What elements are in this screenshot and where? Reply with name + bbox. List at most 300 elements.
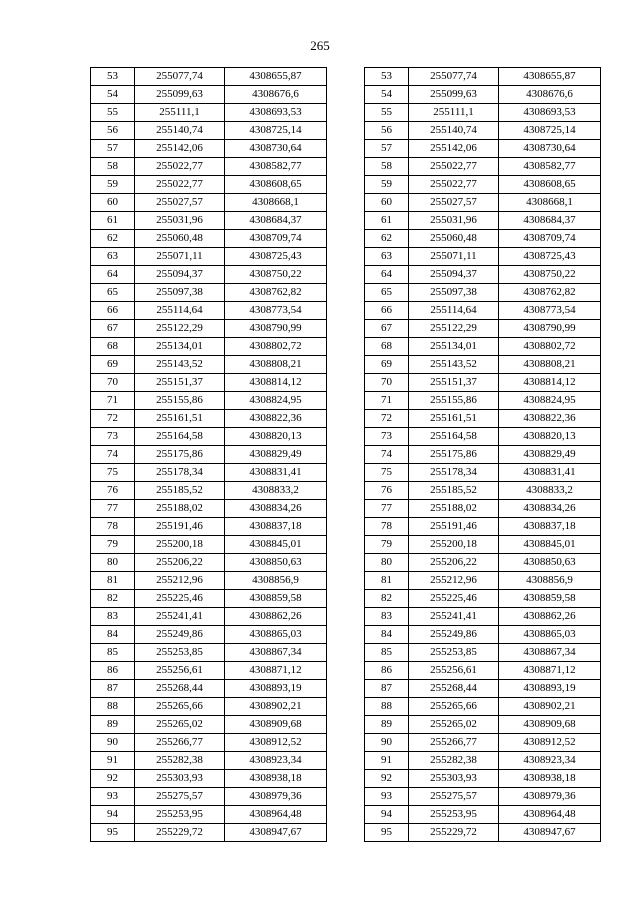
y-coordinate-cell: 4308709,74 <box>499 230 601 248</box>
y-coordinate-cell: 4308725,43 <box>225 248 327 266</box>
x-coordinate-cell: 255161,51 <box>135 410 225 428</box>
x-coordinate-cell: 255275,57 <box>135 788 225 806</box>
table-row <box>91 752 327 770</box>
table-row <box>91 680 327 698</box>
y-coordinate-cell: 4308790,99 <box>225 320 327 338</box>
point-number-cell: 71 <box>91 392 135 410</box>
y-coordinate-cell: 4308655,87 <box>225 68 327 86</box>
y-coordinate-cell: 4308822,36 <box>225 410 327 428</box>
table-row <box>91 104 327 122</box>
point-number-cell: 56 <box>365 122 409 140</box>
coordinates-table-right <box>364 67 601 842</box>
x-coordinate-cell: 255275,57 <box>409 788 499 806</box>
y-coordinate-cell: 4308829,49 <box>499 446 601 464</box>
y-coordinate-cell: 4308668,1 <box>225 194 327 212</box>
y-coordinate-cell: 4308893,19 <box>499 680 601 698</box>
point-number-cell: 62 <box>91 230 135 248</box>
table-row <box>365 536 601 554</box>
x-coordinate-cell: 255188,02 <box>409 500 499 518</box>
x-coordinate-cell: 255077,74 <box>135 68 225 86</box>
x-coordinate-cell: 255031,96 <box>409 212 499 230</box>
y-coordinate-cell: 4308582,77 <box>499 158 601 176</box>
table-row <box>91 698 327 716</box>
y-coordinate-cell: 4308923,34 <box>499 752 601 770</box>
point-number-cell: 83 <box>365 608 409 626</box>
y-coordinate-cell: 4308859,58 <box>499 590 601 608</box>
table-row <box>91 806 327 824</box>
x-coordinate-cell: 255140,74 <box>135 122 225 140</box>
point-number-cell: 72 <box>91 410 135 428</box>
x-coordinate-cell: 255071,11 <box>135 248 225 266</box>
y-coordinate-cell: 4308871,12 <box>225 662 327 680</box>
x-coordinate-cell: 255303,93 <box>409 770 499 788</box>
point-number-cell: 85 <box>365 644 409 662</box>
table-row <box>365 68 601 86</box>
x-coordinate-cell: 255256,61 <box>135 662 225 680</box>
x-coordinate-cell: 255094,37 <box>135 266 225 284</box>
y-coordinate-cell: 4308709,74 <box>225 230 327 248</box>
point-number-cell: 81 <box>91 572 135 590</box>
y-coordinate-cell: 4308856,9 <box>499 572 601 590</box>
table-row <box>365 338 601 356</box>
point-number-cell: 64 <box>91 266 135 284</box>
x-coordinate-cell: 255200,18 <box>135 536 225 554</box>
x-coordinate-cell: 255229,72 <box>409 824 499 842</box>
point-number-cell: 79 <box>91 536 135 554</box>
table-row <box>91 824 327 842</box>
y-coordinate-cell: 4308845,01 <box>499 536 601 554</box>
y-coordinate-cell: 4308831,41 <box>225 464 327 482</box>
point-number-cell: 94 <box>365 806 409 824</box>
table-row <box>365 302 601 320</box>
x-coordinate-cell: 255142,06 <box>409 140 499 158</box>
point-number-cell: 91 <box>91 752 135 770</box>
point-number-cell: 84 <box>91 626 135 644</box>
table-row <box>91 320 327 338</box>
x-coordinate-cell: 255122,29 <box>409 320 499 338</box>
y-coordinate-cell: 4308909,68 <box>499 716 601 734</box>
x-coordinate-cell: 255111,1 <box>409 104 499 122</box>
table-row <box>91 68 327 86</box>
y-coordinate-cell: 4308822,36 <box>499 410 601 428</box>
x-coordinate-cell: 255191,46 <box>409 518 499 536</box>
y-coordinate-cell: 4308964,48 <box>499 806 601 824</box>
point-number-cell: 53 <box>91 68 135 86</box>
y-coordinate-cell: 4308808,21 <box>225 356 327 374</box>
y-coordinate-cell: 4308837,18 <box>499 518 601 536</box>
point-number-cell: 81 <box>365 572 409 590</box>
x-coordinate-cell: 255185,52 <box>135 482 225 500</box>
x-coordinate-cell: 255155,86 <box>135 392 225 410</box>
x-coordinate-cell: 255265,02 <box>135 716 225 734</box>
y-coordinate-cell: 4308856,9 <box>225 572 327 590</box>
page-number: 265 <box>310 38 330 53</box>
table-row <box>91 734 327 752</box>
table-row <box>365 158 601 176</box>
y-coordinate-cell: 4308909,68 <box>225 716 327 734</box>
x-coordinate-cell: 255114,64 <box>135 302 225 320</box>
y-coordinate-cell: 4308979,36 <box>499 788 601 806</box>
table-row <box>365 716 601 734</box>
table-row <box>91 410 327 428</box>
x-coordinate-cell: 255191,46 <box>135 518 225 536</box>
y-coordinate-cell: 4308824,95 <box>225 392 327 410</box>
point-number-cell: 54 <box>365 86 409 104</box>
table-row <box>91 716 327 734</box>
y-coordinate-cell: 4308833,2 <box>499 482 601 500</box>
table-row <box>365 140 601 158</box>
x-coordinate-cell: 255212,96 <box>409 572 499 590</box>
x-coordinate-cell: 255266,77 <box>409 734 499 752</box>
point-number-cell: 82 <box>365 590 409 608</box>
x-coordinate-cell: 255253,95 <box>135 806 225 824</box>
x-coordinate-cell: 255282,38 <box>135 752 225 770</box>
point-number-cell: 80 <box>365 554 409 572</box>
table-row <box>365 500 601 518</box>
table-row <box>365 680 601 698</box>
y-coordinate-cell: 4308871,12 <box>499 662 601 680</box>
table-row <box>365 626 601 644</box>
point-number-cell: 76 <box>91 482 135 500</box>
y-coordinate-cell: 4308773,54 <box>499 302 601 320</box>
x-coordinate-cell: 255143,52 <box>409 356 499 374</box>
y-coordinate-cell: 4308831,41 <box>499 464 601 482</box>
table-row <box>91 338 327 356</box>
point-number-cell: 76 <box>365 482 409 500</box>
x-coordinate-cell: 255140,74 <box>409 122 499 140</box>
x-coordinate-cell: 255022,77 <box>409 176 499 194</box>
point-number-cell: 67 <box>365 320 409 338</box>
point-number-cell: 75 <box>365 464 409 482</box>
point-number-cell: 60 <box>91 194 135 212</box>
x-coordinate-cell: 255022,77 <box>135 176 225 194</box>
table-row <box>91 140 327 158</box>
y-coordinate-cell: 4308912,52 <box>499 734 601 752</box>
point-number-cell: 61 <box>91 212 135 230</box>
table-row <box>91 122 327 140</box>
y-coordinate-cell: 4308850,63 <box>499 554 601 572</box>
x-coordinate-cell: 255151,37 <box>409 374 499 392</box>
y-coordinate-cell: 4308750,22 <box>499 266 601 284</box>
x-coordinate-cell: 255022,77 <box>409 158 499 176</box>
y-coordinate-cell: 4308676,6 <box>499 86 601 104</box>
table-row <box>365 518 601 536</box>
y-coordinate-cell: 4308730,64 <box>499 140 601 158</box>
point-number-cell: 88 <box>365 698 409 716</box>
table-row <box>91 374 327 392</box>
table-row <box>365 410 601 428</box>
x-coordinate-cell: 255225,46 <box>135 590 225 608</box>
point-number-cell: 71 <box>365 392 409 410</box>
y-coordinate-cell: 4308824,95 <box>499 392 601 410</box>
table-row <box>91 500 327 518</box>
x-coordinate-cell: 255134,01 <box>135 338 225 356</box>
x-coordinate-cell: 255268,44 <box>409 680 499 698</box>
y-coordinate-cell: 4308693,53 <box>225 104 327 122</box>
table-row <box>365 752 601 770</box>
x-coordinate-cell: 255060,48 <box>409 230 499 248</box>
point-number-cell: 55 <box>365 104 409 122</box>
y-coordinate-cell: 4308938,18 <box>225 770 327 788</box>
point-number-cell: 91 <box>365 752 409 770</box>
y-coordinate-cell: 4308893,19 <box>225 680 327 698</box>
x-coordinate-cell: 255253,85 <box>135 644 225 662</box>
table-row <box>365 770 601 788</box>
x-coordinate-cell: 255077,74 <box>409 68 499 86</box>
point-number-cell: 53 <box>365 68 409 86</box>
table-row <box>91 572 327 590</box>
x-coordinate-cell: 255175,86 <box>409 446 499 464</box>
point-number-cell: 67 <box>91 320 135 338</box>
table-row <box>91 518 327 536</box>
point-number-cell: 78 <box>91 518 135 536</box>
x-coordinate-cell: 255155,86 <box>409 392 499 410</box>
x-coordinate-cell: 255265,66 <box>409 698 499 716</box>
x-coordinate-cell: 255185,52 <box>409 482 499 500</box>
table-row <box>365 446 601 464</box>
x-coordinate-cell: 255265,66 <box>135 698 225 716</box>
table-row <box>365 788 601 806</box>
y-coordinate-cell: 4308802,72 <box>499 338 601 356</box>
y-coordinate-cell: 4308730,64 <box>225 140 327 158</box>
y-coordinate-cell: 4308845,01 <box>225 536 327 554</box>
point-number-cell: 80 <box>91 554 135 572</box>
table-row <box>365 824 601 842</box>
table-row <box>365 590 601 608</box>
table-row <box>91 212 327 230</box>
table-row <box>365 230 601 248</box>
point-number-cell: 58 <box>365 158 409 176</box>
point-number-cell: 74 <box>365 446 409 464</box>
table-row <box>91 356 327 374</box>
y-coordinate-cell: 4308947,67 <box>225 824 327 842</box>
table-row <box>365 374 601 392</box>
table-row <box>365 320 601 338</box>
y-coordinate-cell: 4308867,34 <box>225 644 327 662</box>
point-number-cell: 56 <box>91 122 135 140</box>
y-coordinate-cell: 4308865,03 <box>225 626 327 644</box>
x-coordinate-cell: 255097,38 <box>135 284 225 302</box>
table-row <box>365 122 601 140</box>
point-number-cell: 57 <box>365 140 409 158</box>
table-row <box>91 590 327 608</box>
x-coordinate-cell: 255099,63 <box>409 86 499 104</box>
point-number-cell: 59 <box>91 176 135 194</box>
table-row <box>365 554 601 572</box>
x-coordinate-cell: 255031,96 <box>135 212 225 230</box>
table-row <box>91 194 327 212</box>
point-number-cell: 69 <box>91 356 135 374</box>
point-number-cell: 93 <box>91 788 135 806</box>
point-number-cell: 83 <box>91 608 135 626</box>
x-coordinate-cell: 255097,38 <box>409 284 499 302</box>
x-coordinate-cell: 255161,51 <box>409 410 499 428</box>
y-coordinate-cell: 4308947,67 <box>499 824 601 842</box>
x-coordinate-cell: 255188,02 <box>135 500 225 518</box>
table-row <box>91 428 327 446</box>
table-row <box>365 212 601 230</box>
table-row <box>91 158 327 176</box>
y-coordinate-cell: 4308829,49 <box>225 446 327 464</box>
x-coordinate-cell: 255229,72 <box>135 824 225 842</box>
point-number-cell: 65 <box>91 284 135 302</box>
table-row <box>365 176 601 194</box>
y-coordinate-cell: 4308859,58 <box>225 590 327 608</box>
y-coordinate-cell: 4308979,36 <box>225 788 327 806</box>
table-row <box>91 266 327 284</box>
x-coordinate-cell: 255253,85 <box>409 644 499 662</box>
y-coordinate-cell: 4308865,03 <box>499 626 601 644</box>
point-number-cell: 58 <box>91 158 135 176</box>
point-number-cell: 93 <box>365 788 409 806</box>
point-number-cell: 88 <box>91 698 135 716</box>
point-number-cell: 90 <box>365 734 409 752</box>
x-coordinate-cell: 255027,57 <box>409 194 499 212</box>
point-number-cell: 89 <box>365 716 409 734</box>
table-row <box>91 608 327 626</box>
table-row <box>91 554 327 572</box>
y-coordinate-cell: 4308912,52 <box>225 734 327 752</box>
point-number-cell: 82 <box>91 590 135 608</box>
x-coordinate-cell: 255114,64 <box>409 302 499 320</box>
table-row <box>365 662 601 680</box>
point-number-cell: 61 <box>365 212 409 230</box>
x-coordinate-cell: 255266,77 <box>135 734 225 752</box>
point-number-cell: 68 <box>91 338 135 356</box>
table-row <box>91 230 327 248</box>
y-coordinate-cell: 4308833,2 <box>225 482 327 500</box>
y-coordinate-cell: 4308834,26 <box>499 500 601 518</box>
x-coordinate-cell: 255241,41 <box>409 608 499 626</box>
point-number-cell: 70 <box>365 374 409 392</box>
table-row <box>91 788 327 806</box>
y-coordinate-cell: 4308762,82 <box>499 284 601 302</box>
point-number-cell: 59 <box>365 176 409 194</box>
table-row <box>365 356 601 374</box>
point-number-cell: 95 <box>365 824 409 842</box>
table-row <box>365 644 601 662</box>
y-coordinate-cell: 4308837,18 <box>225 518 327 536</box>
x-coordinate-cell: 255099,63 <box>135 86 225 104</box>
x-coordinate-cell: 255060,48 <box>135 230 225 248</box>
table-row <box>365 86 601 104</box>
table-row <box>365 392 601 410</box>
point-number-cell: 87 <box>91 680 135 698</box>
y-coordinate-cell: 4308862,26 <box>499 608 601 626</box>
x-coordinate-cell: 255206,22 <box>135 554 225 572</box>
x-coordinate-cell: 255268,44 <box>135 680 225 698</box>
y-coordinate-cell: 4308808,21 <box>499 356 601 374</box>
x-coordinate-cell: 255164,58 <box>135 428 225 446</box>
x-coordinate-cell: 255225,46 <box>409 590 499 608</box>
y-coordinate-cell: 4308725,14 <box>225 122 327 140</box>
point-number-cell: 57 <box>91 140 135 158</box>
point-number-cell: 62 <box>365 230 409 248</box>
y-coordinate-cell: 4308834,26 <box>225 500 327 518</box>
x-coordinate-cell: 255265,02 <box>409 716 499 734</box>
y-coordinate-cell: 4308964,48 <box>225 806 327 824</box>
table-row <box>91 464 327 482</box>
table-row <box>91 446 327 464</box>
y-coordinate-cell: 4308655,87 <box>499 68 601 86</box>
x-coordinate-cell: 255071,11 <box>409 248 499 266</box>
y-coordinate-cell: 4308684,37 <box>499 212 601 230</box>
y-coordinate-cell: 4308608,65 <box>499 176 601 194</box>
y-coordinate-cell: 4308582,77 <box>225 158 327 176</box>
x-coordinate-cell: 255094,37 <box>409 266 499 284</box>
y-coordinate-cell: 4308862,26 <box>225 608 327 626</box>
table-row <box>365 698 601 716</box>
point-number-cell: 77 <box>91 500 135 518</box>
x-coordinate-cell: 255249,86 <box>135 626 225 644</box>
point-number-cell: 89 <box>91 716 135 734</box>
table-row <box>365 572 601 590</box>
x-coordinate-cell: 255164,58 <box>409 428 499 446</box>
point-number-cell: 94 <box>91 806 135 824</box>
table-row <box>91 644 327 662</box>
point-number-cell: 54 <box>91 86 135 104</box>
x-coordinate-cell: 255143,52 <box>135 356 225 374</box>
x-coordinate-cell: 255282,38 <box>409 752 499 770</box>
x-coordinate-cell: 255027,57 <box>135 194 225 212</box>
table-row <box>91 662 327 680</box>
point-number-cell: 74 <box>91 446 135 464</box>
point-number-cell: 75 <box>91 464 135 482</box>
table-row <box>91 86 327 104</box>
point-number-cell: 79 <box>365 536 409 554</box>
table-row <box>365 482 601 500</box>
point-number-cell: 63 <box>365 248 409 266</box>
table-row <box>365 266 601 284</box>
y-coordinate-cell: 4308773,54 <box>225 302 327 320</box>
table-row <box>365 464 601 482</box>
y-coordinate-cell: 4308867,34 <box>499 644 601 662</box>
x-coordinate-cell: 255142,06 <box>135 140 225 158</box>
y-coordinate-cell: 4308725,43 <box>499 248 601 266</box>
y-coordinate-cell: 4308814,12 <box>225 374 327 392</box>
y-coordinate-cell: 4308820,13 <box>225 428 327 446</box>
table-row <box>91 392 327 410</box>
y-coordinate-cell: 4308693,53 <box>499 104 601 122</box>
coordinates-table-left <box>90 67 327 842</box>
table-row <box>91 482 327 500</box>
x-coordinate-cell: 255022,77 <box>135 158 225 176</box>
point-number-cell: 73 <box>91 428 135 446</box>
y-coordinate-cell: 4308790,99 <box>499 320 601 338</box>
table-row <box>365 284 601 302</box>
x-coordinate-cell: 255175,86 <box>135 446 225 464</box>
table-row <box>365 428 601 446</box>
y-coordinate-cell: 4308725,14 <box>499 122 601 140</box>
table-row <box>91 248 327 266</box>
x-coordinate-cell: 255241,41 <box>135 608 225 626</box>
y-coordinate-cell: 4308902,21 <box>499 698 601 716</box>
point-number-cell: 92 <box>365 770 409 788</box>
x-coordinate-cell: 255111,1 <box>135 104 225 122</box>
y-coordinate-cell: 4308608,65 <box>225 176 327 194</box>
point-number-cell: 86 <box>365 662 409 680</box>
x-coordinate-cell: 255134,01 <box>409 338 499 356</box>
x-coordinate-cell: 255200,18 <box>409 536 499 554</box>
table-row <box>91 536 327 554</box>
y-coordinate-cell: 4308938,18 <box>499 770 601 788</box>
y-coordinate-cell: 4308820,13 <box>499 428 601 446</box>
point-number-cell: 77 <box>365 500 409 518</box>
point-number-cell: 68 <box>365 338 409 356</box>
point-number-cell: 86 <box>91 662 135 680</box>
y-coordinate-cell: 4308850,63 <box>225 554 327 572</box>
y-coordinate-cell: 4308676,6 <box>225 86 327 104</box>
